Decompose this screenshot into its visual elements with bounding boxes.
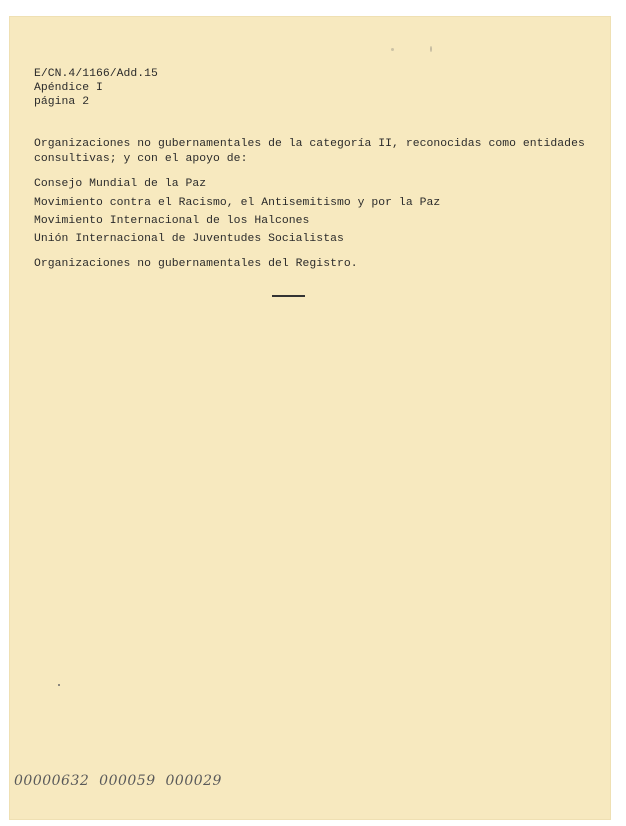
document-page: [9, 16, 611, 820]
document-symbol: E/CN.4/1166/Add.15: [34, 68, 158, 80]
organization-item: Consejo Mundial de la Paz: [34, 178, 207, 190]
paper-speck: [58, 684, 60, 686]
registry-line: Organizaciones no gubernamentales del Registro.: [34, 258, 358, 270]
page-number: página 2: [34, 96, 90, 108]
organization-item: Unión Internacional de Juventudes Socialistas: [34, 233, 344, 245]
organization-item: Movimiento Internacional de los Halcones: [34, 215, 310, 227]
organization-item: Movimiento contra el Racismo, el Antisemitismo y por la Paz: [34, 197, 441, 209]
archive-stamp-numbers: 00000632 000059 000029: [14, 773, 222, 789]
intro-line-2: consultivas; y con el apoyo de:: [34, 153, 248, 165]
section-separator: [272, 295, 305, 297]
paper-speck: [391, 48, 394, 51]
paper-speck: [430, 46, 432, 52]
intro-line-1: Organizaciones no gubernamentales de la categoría II, reconocidas como entidades: [34, 138, 585, 150]
appendix-label: Apéndice I: [34, 82, 103, 94]
